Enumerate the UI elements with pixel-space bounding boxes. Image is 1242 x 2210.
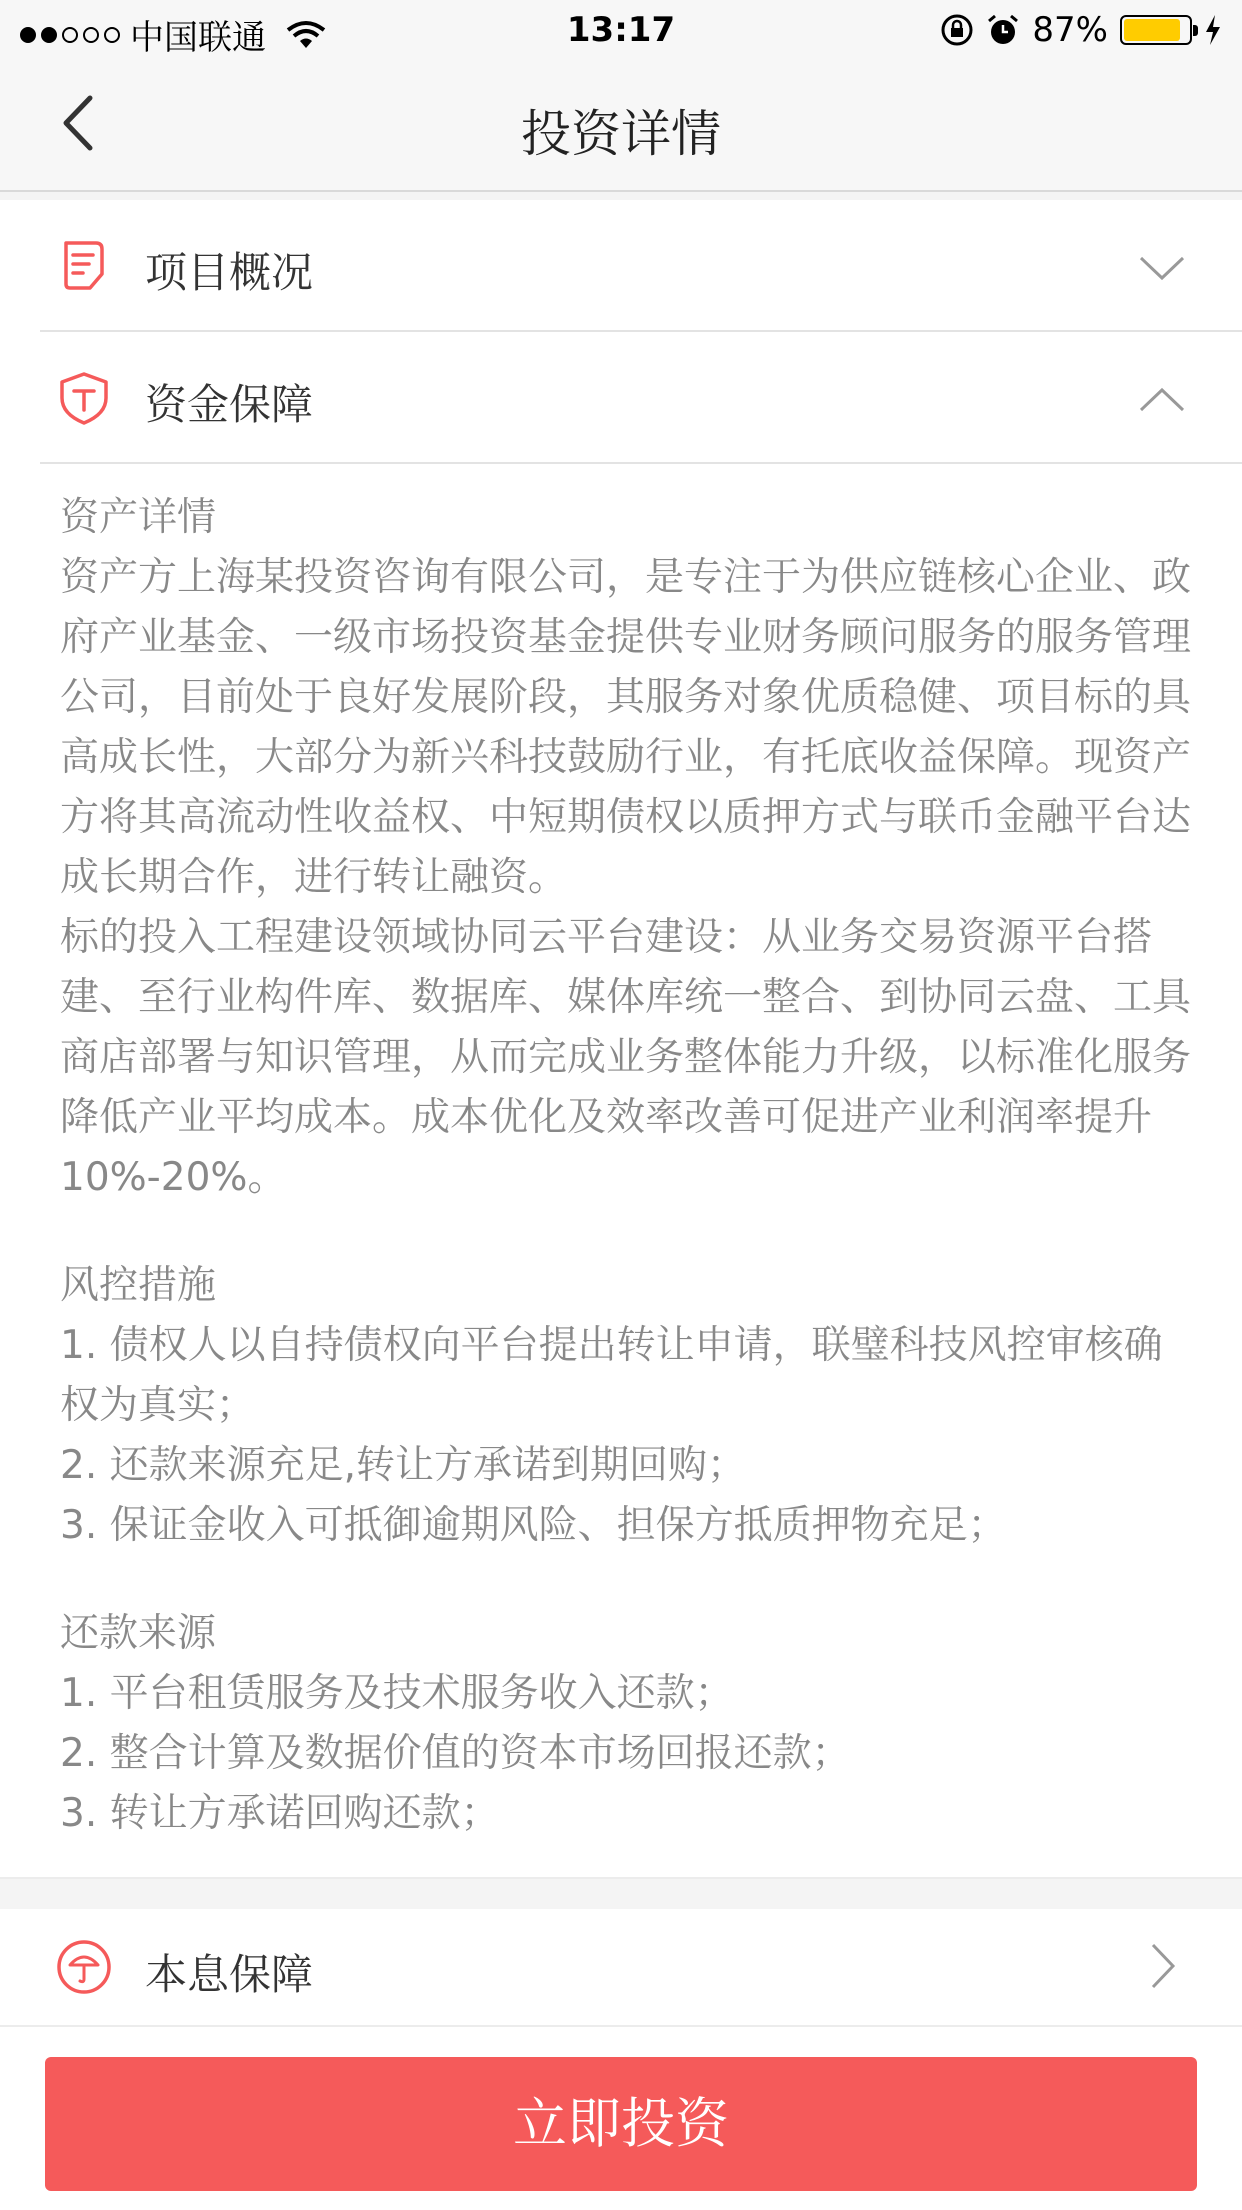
section-overview-label: 项目概况: [145, 248, 314, 297]
top-gap: [0, 192, 1242, 200]
invest-now-button[interactable]: 立即投资: [45, 2057, 1197, 2191]
page-title: 投资详情: [521, 105, 721, 163]
risk-item: 3. 保证金收入可抵御逾期风险、担保方抵质押物充足；: [60, 1503, 1007, 1548]
nav-bar: [0, 60, 1242, 192]
battery-icon: [1120, 15, 1192, 45]
section-fund-guarantee-label: 资金保障: [145, 380, 314, 429]
repay-item: 3. 转让方承诺回购还款；: [60, 1791, 500, 1836]
battery-fill: [1124, 19, 1180, 41]
status-right: [940, 10, 1222, 50]
section-interest-guarantee-label: 本息保障: [145, 1950, 314, 1999]
chevron-right-icon: [1137, 1941, 1187, 1991]
chevron-down-icon: [1137, 244, 1187, 294]
battery-percent: 87%: [1032, 10, 1108, 50]
asset-text-2: 标的投入工程建设领域协同云平台建设：从业务交易资源平台搭建、至行业构件库、数据库、媒体库统一整合、到协同云盘、工具商店部署与知识管理，从而完成业务整体能力升级，以标准化服务降低产业平均成本。成本优化及效率改善可促进产业利润率提升10%-20%。: [60, 915, 1192, 1200]
risk-title: 风控措施: [60, 1263, 217, 1308]
charging-bolt-icon: [1204, 15, 1222, 45]
shield-icon: [56, 370, 112, 426]
asset-text-1: 资产方上海某投资咨询有限公司，是专注于为供应链核心企业、政府产业基金、一级市场投资基金提供专业财务顾问服务的服务管理公司，目前处于良好发展阶段，其服务对象优质稳健、项目标的具高成长性，大部分为新兴科技鼓励行业，有托底收益保障。现资产方将其高流动性收益权、中短期债权以质押方式与联币金融平台达成长期合作，进行转让融资。: [60, 555, 1192, 900]
carrier-name: 中国联通: [130, 18, 266, 58]
bottom-bar: [0, 2025, 1242, 2210]
orientation-lock-icon: [940, 13, 974, 47]
asset-title: 资产详情: [60, 495, 217, 540]
divider: [40, 462, 1242, 464]
fund-guarantee-content: [60, 488, 1200, 1844]
repay-item: 2. 整合计算及数据价值的资本市场回报还款；: [60, 1731, 851, 1776]
chevron-up-icon: [1137, 376, 1187, 426]
repay-item: 1. 平台租赁服务及技术服务收入还款；: [60, 1671, 734, 1716]
umbrella-icon: [56, 1939, 112, 1995]
risk-item: 2. 还款来源充足,转让方承诺到期回购；: [60, 1443, 747, 1488]
document-icon: [56, 238, 112, 294]
section-interest-guarantee[interactable]: [0, 1909, 1242, 2023]
status-time: 13:17: [566, 10, 676, 50]
section-fund-guarantee[interactable]: [0, 332, 1242, 464]
status-bar: [0, 0, 1242, 60]
risk-item: 1. 债权人以自持债权向平台提出转让申请，联璧科技风控审核确权为真实；: [60, 1323, 1163, 1428]
section-overview[interactable]: [0, 200, 1242, 332]
section-separator: [0, 1877, 1242, 1911]
repay-title: 还款来源: [60, 1611, 217, 1656]
alarm-icon: [986, 13, 1020, 47]
